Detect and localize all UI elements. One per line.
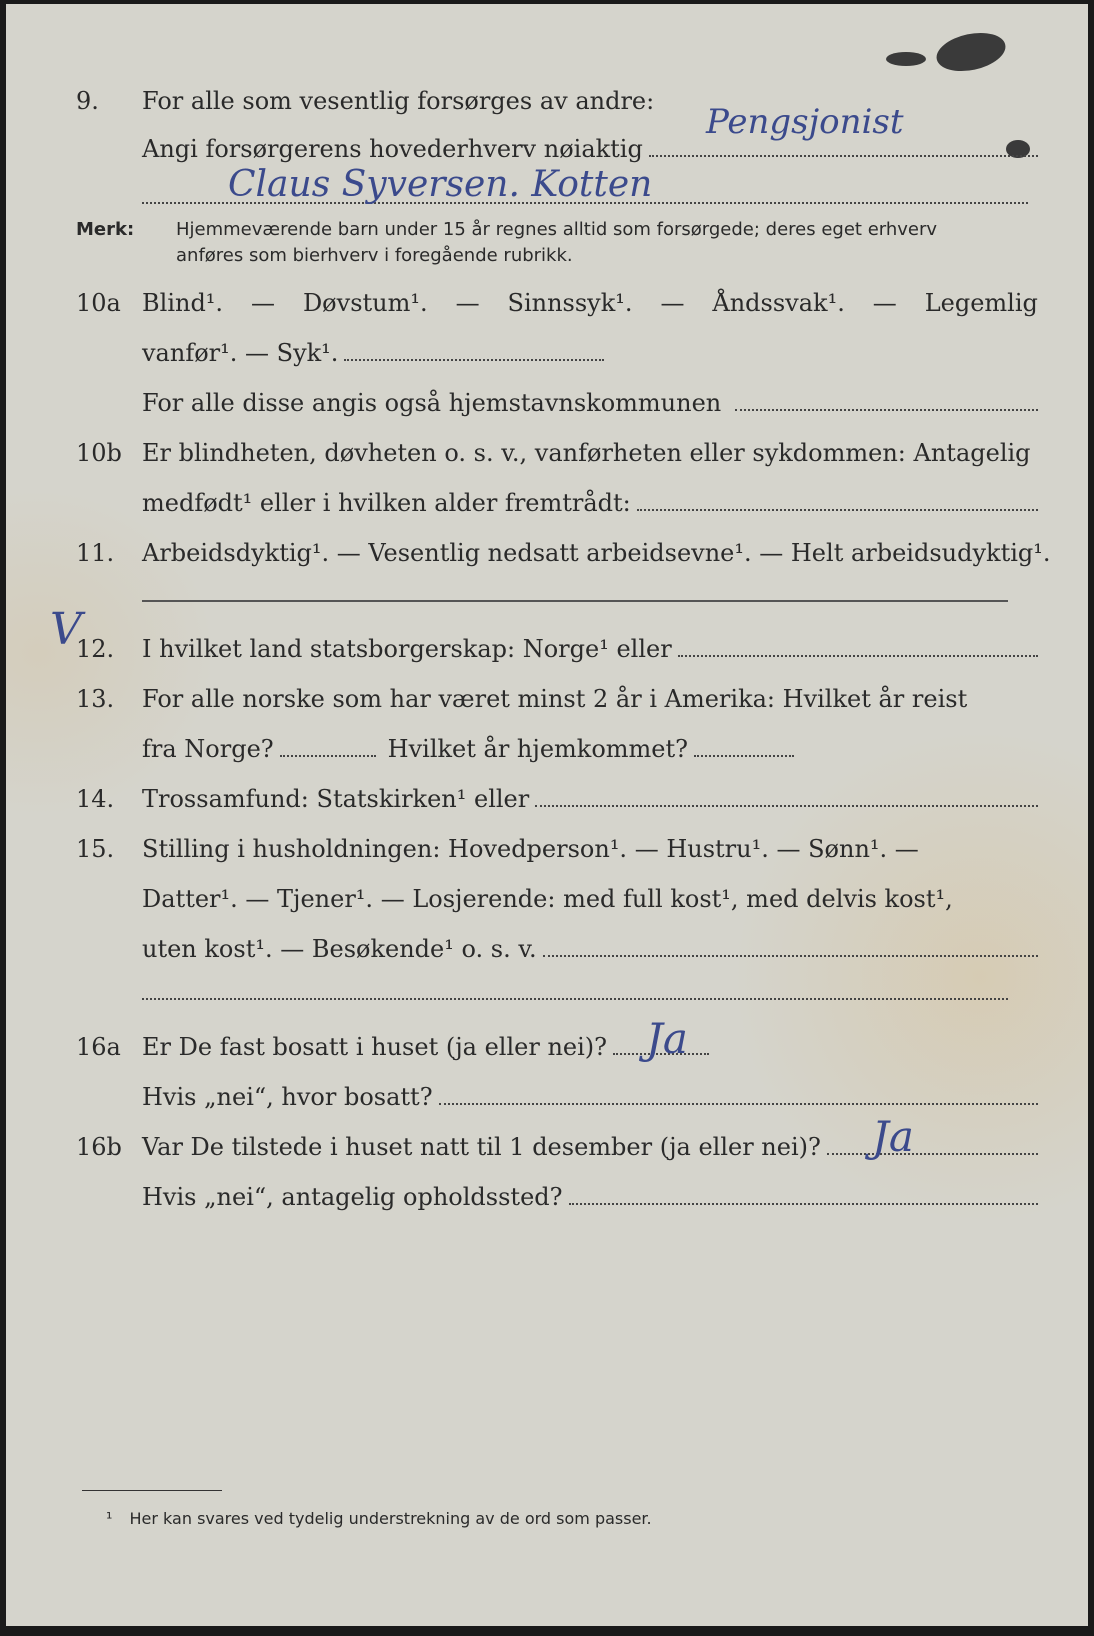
option-sinnssyk[interactable]: Sinnssyk¹. [507, 289, 633, 317]
answer-line[interactable] [142, 600, 1008, 602]
question-13-prompt-a: fra Norge? [142, 735, 274, 763]
question-10b-line-1: Er blindheten, døvheten o. s. v., vanførheten eller sykdommen: Antagelig [142, 439, 1031, 467]
question-14 [6, 774, 1088, 824]
question-15-line-1[interactable]: Stilling i husholdningen: Hovedperson¹. — Hustru¹. — Sønn¹. — [142, 835, 919, 863]
question-text [142, 76, 1038, 126]
question-16b-prompt: Var De tilstede i huset natt til 1 desember (ja eller nei)? [142, 1133, 821, 1161]
question-11 [6, 528, 1088, 578]
answer-line-year-returned[interactable] [694, 725, 794, 757]
question-15 [6, 824, 1088, 874]
dash: — [660, 289, 685, 317]
question-15-options-2[interactable]: Datter¹. — Tjener¹. — Losjerende: med full kost¹, med delvis kost¹, [142, 885, 953, 913]
question-10b-line-2 [6, 478, 1088, 528]
handwritten-answer-occupation: Pengsjonist [706, 102, 904, 142]
question-number: 16b [76, 1133, 122, 1161]
ink-blot [886, 52, 926, 66]
handwritten-answer-16a: Ja [646, 1014, 688, 1063]
question-13-prompt-b: Hvilket år hjemkommet? [387, 735, 689, 763]
question-9-prompt: Angi forsørgerens hovederhverv nøiaktig [142, 135, 643, 163]
question-14-prompt: Trossamfund: Statskirken¹ eller [142, 785, 530, 813]
question-9-line-1: For alle som vesentlig forsørges av andre: [142, 87, 655, 115]
question-number: 13. [76, 685, 115, 713]
merk-text-1: Hjemmeværende barn under 15 år regnes alltid som forsørgede; deres eget erhverv [176, 219, 938, 240]
question-13-line-2 [6, 724, 1088, 774]
question-15-options-3[interactable]: uten kost¹. — Besøkende¹ o. s. v. [142, 935, 537, 963]
handwritten-answer-provider: Claus Syversen. Kotten [228, 164, 653, 205]
question-12 [6, 624, 1088, 674]
question-number: 10a [76, 289, 121, 317]
option-blind[interactable]: Blind¹. [142, 289, 224, 317]
dash: — [872, 289, 897, 317]
question-10a-line-3 [6, 378, 1088, 428]
question-16b-line-2 [6, 1172, 1088, 1222]
option-legemlig[interactable]: Legemlig [924, 289, 1038, 317]
question-13-line-1: For alle norske som har været minst 2 år i Amerika: Hvilket år reist [142, 685, 968, 713]
answer-line[interactable] [344, 329, 604, 361]
question-13 [6, 674, 1088, 724]
question-10b [6, 428, 1088, 478]
answer-line[interactable] [543, 925, 1038, 957]
answer-line[interactable] [735, 379, 1038, 411]
census-form-page [6, 4, 1088, 1626]
ink-blot [933, 27, 1009, 77]
footnote-text: Her kan svares ved tydelig understrekning av de ord som passer. [129, 1509, 652, 1528]
footnote-mark: ¹ [106, 1509, 113, 1528]
dash: — [251, 289, 275, 317]
footnote [106, 1509, 652, 1528]
option-andssvak[interactable]: Åndssvak¹. [712, 289, 845, 317]
answer-line[interactable] [142, 998, 1008, 1000]
footnote-divider [82, 1490, 222, 1491]
answer-line[interactable] [637, 479, 1038, 511]
question-10b-prompt: medfødt¹ eller i hvilken alder fremtrådt: [142, 489, 631, 517]
question-16a-prompt: Er De fast bosatt i huset (ja eller nei)? [142, 1033, 608, 1061]
merk-label: Merk: [76, 219, 135, 240]
question-10a-line-2 [6, 328, 1088, 378]
question-15-line-2 [6, 874, 1088, 924]
question-10a-options-2: vanfør¹. — Syk¹. [142, 339, 339, 367]
question-12-prompt: I hvilket land statsborgerskap: Norge¹ eller [142, 635, 672, 663]
merk-text-2: anføres som bierhverv i foregående rubrikk. [176, 245, 573, 266]
option-dovstum[interactable]: Døvstum¹. [302, 289, 428, 317]
question-number: 9. [76, 87, 99, 115]
dash: — [455, 289, 480, 317]
question-16a-line-2 [6, 1072, 1088, 1122]
question-10a-line-1 [142, 278, 1038, 328]
answer-line[interactable] [569, 1173, 1038, 1205]
question-number: 15. [76, 835, 115, 863]
question-16b-followup: Hvis „nei“, antagelig opholdssted? [142, 1183, 563, 1211]
question-16b [6, 1122, 1088, 1172]
question-number: 11. [76, 539, 115, 567]
question-11-options[interactable]: Arbeidsdyktig¹. — Vesentlig nedsatt arbeidsevne¹. — Helt arbeidsudyktig¹. [142, 539, 1051, 567]
handwritten-answer-16b: Ja [872, 1112, 914, 1161]
question-number: 10b [76, 439, 122, 467]
question-15-line-3 [6, 924, 1088, 974]
question-number: 12. [76, 635, 115, 663]
answer-line[interactable] [827, 1123, 1038, 1155]
handwritten-check-mark: V [50, 604, 82, 655]
answer-line[interactable] [678, 625, 1038, 657]
question-9 [6, 76, 1088, 126]
question-16a-followup: Hvis „nei“, hvor bosatt? [142, 1083, 433, 1111]
question-number: 16a [76, 1033, 121, 1061]
question-number: 14. [76, 785, 115, 813]
answer-line-year-left[interactable] [280, 725, 376, 757]
question-10a [6, 278, 1088, 328]
answer-line[interactable] [439, 1073, 1038, 1105]
question-16a [6, 1022, 1088, 1072]
question-10a-prompt: For alle disse angis også hjemstavnskommunen [142, 389, 722, 417]
answer-line[interactable] [535, 775, 1038, 807]
